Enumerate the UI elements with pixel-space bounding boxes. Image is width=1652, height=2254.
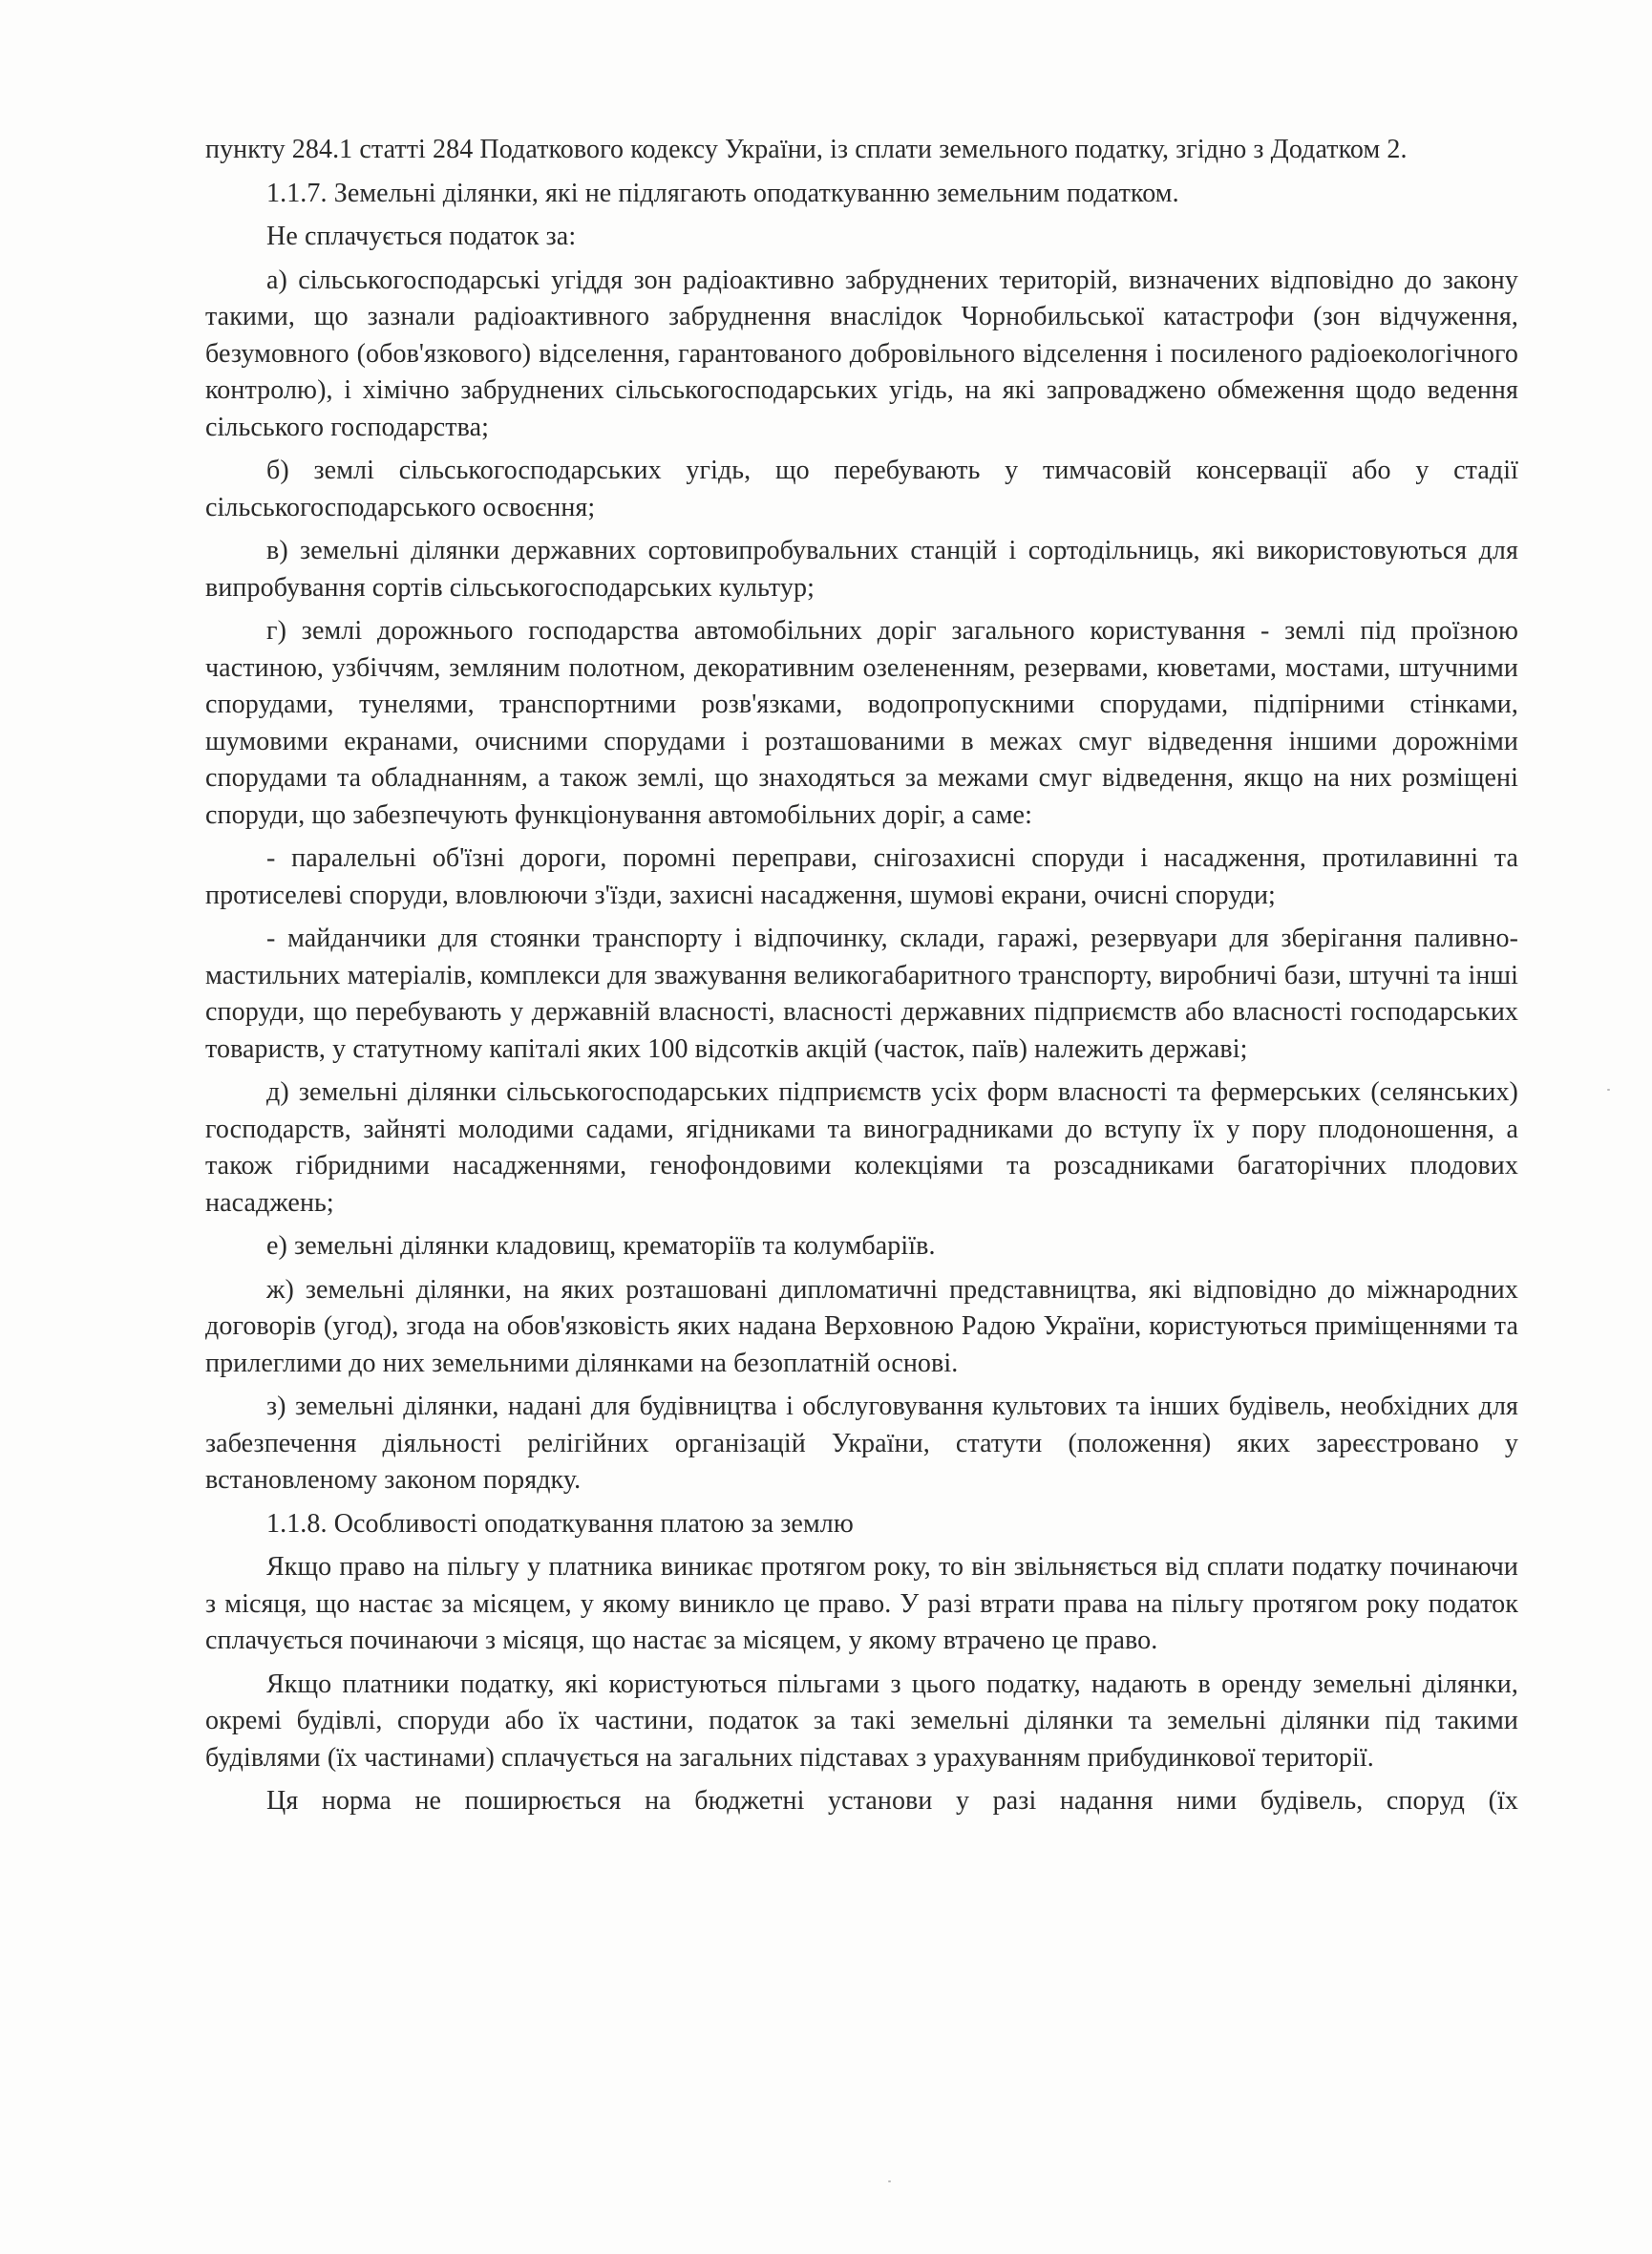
paragraph-intro: Не сплачується податок за:: [266, 222, 577, 251]
list-item-zh: ж) земельні ділянки, на яких розташовані дипломатичні представництва, які відповідно до міжнародних договорів (угод), згода на обов'язковість яких надана Верховною Радою України, користуються приміщеннями та прилеглими до них земельними ділянками на безоплатній основі.: [205, 1274, 1518, 1378]
list-item-a: а) сільськогосподарські угіддя зон радіоактивно забруднених територій, визначених відповідно до закону такими, що зазнали радіоактивного забруднення внаслідок Чорнобильської катастрофи (зон відчуження, безумовного (обов'язкового) відселення, гарантованого добровільного відселення і посиленого радіоекологічного контролю), і хімічно забруднених сільськогосподарських угідь, на які запроваджено обмеження щодо ведення сільського господарства;: [205, 265, 1518, 442]
list-item-e: е) земельні ділянки кладовищ, крематоріїв та колумбаріїв.: [266, 1231, 936, 1261]
paragraph-benefit-lease: Якщо платники податку, які користуються пільгами з цього податку, надають в оренду земельні ділянки, окремі будівлі, споруди або їх частини, податок за такі земельні ділянки та земельні ділянки під такими будівлями (їх частинами) сплачується на загальних підставах з урахуванням прибудинкової території.: [205, 1669, 1518, 1773]
paragraph-continuation: пункту 284.1 статті 284 Податкового кодексу України, із сплати земельного податку, згідно з Додатком 2.: [205, 135, 1408, 164]
list-item-v: в) земельні ділянки державних сортовипробувальних станцій і сортодільниць, які використовуються для випробування сортів сільськогосподарських культур;: [205, 536, 1518, 603]
paragraph-benefit-timing: Якщо право на пільгу у платника виникає протягом року, то він звільняється від сплати податку починаючи з місяця, що настає за місяцем, у якому виникло це право. У разі втрати права на пільгу протягом року податок сплачується починаючи з місяця, що настає за місяцем, у якому втрачено це право.: [205, 1552, 1518, 1655]
list-item-b: б) землі сільськогосподарських угідь, що перебувають у тимчасовій консервації або у стадії сільськогосподарського освоєння;: [205, 456, 1518, 522]
section-heading-1-1-8: 1.1.8. Особливості оподаткування платою за землю: [266, 1508, 854, 1539]
scan-speck: [1607, 1089, 1610, 1091]
list-item-d: д) земельні ділянки сільськогосподарських підприємств усіх форм власності та фермерських (селянських) господарств, зайняті молодими садами, ягідниками та виноградниками до вступу їх у пору плодоношення, а також гібридними насадженнями, генофондовими колекціями та розсадниками багаторічних плодових насаджень;: [205, 1077, 1518, 1218]
list-item-g: г) землі дорожнього господарства автомобільних доріг загального користування - землі під проїзною частиною, узбіччям, земляним полотном, декоративним озелененням, резервами, кюветами, мостами, штучними спорудами, тунелями, транспортними розв'язками, водопропускними спорудами, підпірними стінками, шумовими екранами, очисними спорудами і розташованими в межах смуг відведення іншими дорожніми спорудами та обладнанням, а також землі, що знаходяться за межами смуг відведення, якщо на них розміщені споруди, що забезпечують функціонування автомобільних доріг, а саме:: [205, 616, 1518, 830]
document-body: [205, 132, 1518, 1827]
paragraph-budget-institutions: Ця норма не поширюється на бюджетні установи у разі надання ними будівель, споруд (їх: [266, 1786, 1518, 1816]
list-item-z: з) земельні ділянки, надані для будівництва і обслуговування культових та інших будівель, необхідних для забезпечення діяльності релігійних організацій України, статути (положення) яких зареєстровано у встановленому законом порядку.: [205, 1392, 1518, 1495]
scan-speck: [888, 2180, 891, 2182]
list-item-dash-1: - паралельні об'їзні дороги, поромні переправи, снігозахисні споруди і насадження, протилавинні та протиселеві споруди, вловлюючи з'їзди, захисні насадження, шумові екрани, очисні споруди;: [205, 843, 1518, 910]
section-heading-1-1-7: 1.1.7. Земельні ділянки, які не підлягають оподаткуванню земельним податком.: [266, 178, 1179, 208]
list-item-dash-2: - майданчики для стоянки транспорту і відпочинку, склади, гаражі, резервуари для зберігання паливно-мастильних матеріалів, комплекси для зважування великогабаритного транспорту, виробничі бази, штучні та інші споруди, що перебувають у державній власності, власності державних підприємств або власності господарських товариств, у статутному капіталі яких 100 відсотків акцій (часток, паїв) належить державі;: [205, 924, 1518, 1064]
